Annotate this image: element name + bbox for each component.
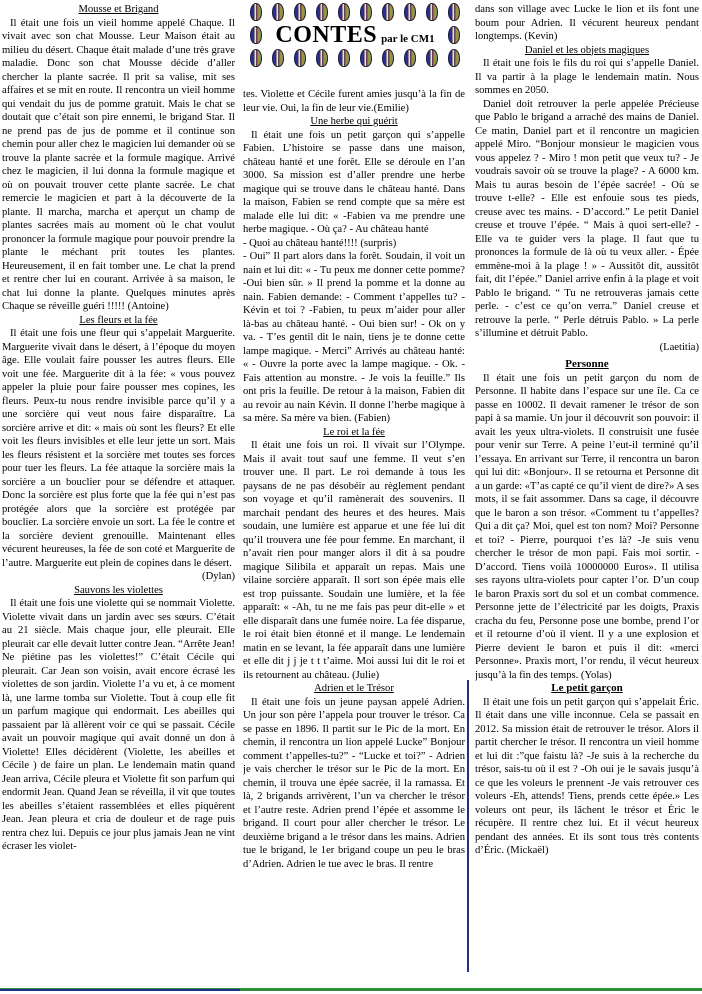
- balloon-icon: [426, 3, 438, 21]
- story-text-le-petit-garcon: Il était une fois un petit garçon qui s’appelait Éric. Il était dans une ville inconnue. Cela se passait en 2012. Sa mission était de retrouver le trésor. Alors il partit chercher le trésor. Il rencontra un vieil homme et lui dit :”que faistu là? -Je suis à la recherche du trésor, sais-tu où il est ? -Oh oui je le savais jusqu’à ce que les voleurs le prennent -Je vais retrouver ces voleurs -Eh, attends! Tiens, prends cette épée.» Les voleurs ont peur, ils lâchent le trésor et Éric le récupère. Il rentre chez lui. Et il vécut heureux pendant des années. Et ils sont tous très contents d’Éric. (Mickaël): [475, 696, 699, 856]
- story-title-le-roi-et-la-fee: Le roi et la fée: [323, 426, 385, 438]
- story-author-dylan: (Dylan): [202, 571, 235, 582]
- story-text-personne: Il était une fois un petit garçon du nom de Personne. Il habite dans l’espace sur une île. Ca ce passe en 10002. Il devait ramener le trésor de son papi à sa mamie. Un jour il découvrit son pouvoir: il avait les yeux ultra-violets. Il construisit une fusée pour venir sur Terre. A peine l’eut-il terminé qu’il l’essaya. En arrivant sur Terre, il rencontra un baron qui lui dit: «Bonjour». Il se retourna et Personne dit a un garde: «T’as capté ce qu’il vient de dire?» A ses mots, il se fait assommer. Dans sa cage, il découvre que le baron a son trésor. «Comment tu t’appelles? Qui a dit ça? Moi, quel est ton nom? Moi? Personne et toi? - Pierre, pourquoi t’es là? -Je suis venu chercher le trésor de mon papi. Fais moi sortir. - D’accord. Tiens voilà 10000000 Euros». Il utilisa ses rayons ultra-violets pour capter l’or. D’un coup le baron Praxis sort du sol et un combat commence. Personne jette de l’électricité par les doigts, Praxis cracha du feu, Personne pose une bombe, prend l’or et il retourne d’où il vient. Il y a une explosion et Pierre devient le baron et puis il dit: «merci Personne». Praxis mort, l’or rendu, il vécut heureux jusqu’à la fin des temps. (Yolas): [475, 372, 699, 681]
- column-2: [243, 88, 465, 992]
- story-title-les-fleurs-et-la-fee: Les fleurs et la fée: [79, 314, 158, 326]
- story-title-une-herbe-qui-guerit: Une herbe qui guérit: [310, 116, 398, 127]
- balloon-icon: [382, 3, 394, 21]
- story-title-sauvons-les-violettes: Sauvons les violettes: [74, 584, 163, 596]
- balloon-row-top: [244, 3, 466, 21]
- balloon-icon: [426, 49, 438, 67]
- story-text-adrien-continued: dans son village avec Lucke le lion et ils font une boum pour Adrien. Il vécurent heureux pendant longtemps. (Kevin): [475, 4, 699, 42]
- masthead-title-row: [244, 21, 466, 49]
- story-text-mousse-et-brigand: Il était une fois un vieil homme appelé Chaque. Il vivait avec son chat Mousse. Leur Maison était au milieu du désert. Chaque était malade d’une très grave maladie. Donc son chat Mousse décide d’aller chercher la plante sacrée. Il prit sa valise, mit ses affaires et se mit en route. Il rencontra un vieil homme qui vendait du jus de pomme gratuit. Mais le chat se doutait que c’était son pire ennemi, le brigand Star. Il ne prend pas de jus de pomme et il continue son chemin pour aller chez le magicien lui demander où se trouve la plante sacrée et la formule magique. Arrivé chez le magicien, il lui donna la formule magique et où on pouvait trouver cette plante sacrée. Le chat remercie le magicien et part à la découverte de la plante. Il marcha, marcha et aperçut un champ de plantes sacrées mais au moment où le chat voulut prononcer la formule magique pour pouvoir prendre la plante le méchant prit toutes les plantes. Heureusement, il en fait tomber une. Le chat la prend et rentre cher lui en courant. Arrivée à sa maison, le chat lui donne la plante. Quelques minutes après Chaque se réveille guéri !!!!! (Antoine): [2, 17, 235, 312]
- balloon-icon: [294, 49, 306, 67]
- balloon-icon: [448, 26, 460, 44]
- column-divider: [467, 680, 469, 972]
- balloon-icon: [360, 3, 372, 21]
- story-text-adrien-et-le-tresor: Il était une fois un jeune paysan appelé Adrien. Un jour son père l’appela pour trouver le trésor. Ca se passe en 1896. Il partit sur le Pic de la mort. En chemin, il rencontra un lion appelé Lucke” Bonjour comment t’appelles-tu?” - “Lucke et toi?” - Adrien je vais chercher le trésor sur le Pic de la mort. En chemin, il trouva une épée sacrée, il la ramassa. Et là, 2 brigands arrivèrent, l’un va chercher le trésor et l’autre reste. Adrien prend l’épée et assomme le brigand. Il court pour aller chercher le trésor. Le deuxième brigand a le trésor dans les mains. Adrien tue le brigand, le 1er brigand coupe un peu le bras d’Adrien. Adrien le tue avec le bras. Il rentre: [243, 696, 465, 870]
- balloon-icon: [316, 49, 328, 67]
- story-text-violettes-continued: tes. Violette et Cécile furent amies jusqu’à la fin de leur vie. Oui, la fin de leur vie.(Emilie): [243, 89, 465, 114]
- masthead-subtitle: par le CM1: [381, 32, 435, 45]
- story-title-daniel-et-les-objets-magiques: Daniel et les objets magiques: [524, 44, 650, 56]
- balloon-icon: [338, 49, 350, 67]
- story-title-personne: Personne: [565, 358, 609, 370]
- story-author-laetitia: (Laetitia): [659, 341, 699, 353]
- story-text-les-fleurs-et-la-fee: Il était une fois une fleur qui s’appelait Marguerite. Marguerite vivait dans le désert, à l’époque du moyen âge. Elle voulait faire pousser les autres fleurs. Elle voit une fée. Marguerite dit à la fée: « vous pouvez appeler la pluie pour faire pousser mes copines, les fleurs. Peux-tu nous rendre invisible parce qu’il y a une sorcière qui veut nous faire disparaître. La sorcière arrive et dit: « mais où sont les fleurs? Et elle voit les fleurs invisibles et elle leur jette un sort. Mais les fleurs résistent et la sorcière met toutes ses forces pour tuer les fleurs. La fée attaque la sorcière mais la sorcière a un bouclier pour se défendre et attaquer. Donc la sorcière est plus forte que la fée qui n’est pas protégée alors que la sorcière est protégée par bouclier. La sorcière envoie un sort. La fée le contre et la sorcière devient grenouille. Maintenant elles vécurent heureuses, la fée de son coté et Marguerite de l’autre. Marguerite eut plein de copines dans le désert.: [2, 328, 235, 569]
- balloon-icon: [382, 49, 394, 67]
- story-text-sauvons-les-violettes: Il était une fois une violette qui se nommait Violette. Violette vivait dans un jardin avec ses sœurs. C’était au 21 siècle. Mais chaque jour, elle pleurait. Elle pleurait car elle devait lutter contre Jean. “Arrête Jean! Ne piétine pas les violettes!” C’était Cécile qui pleurait. Car Jean son voisin, avait encore écrasé les violettes de son jardin. Violette l’a vu et, à ce moment là, une larme tomba sur Violette. Tout à coup elle fit un parfum magique qui endormait. Les abeilles qui passaient par là allèrent voir ce qui se passait. Cécile avait un pouvoir magique qui avait donné un don à Violette! Elles décidèrent (Violette, les abeilles et Cécile ) de faire un plan. Le lendemain matin quand Jean arriva, Cécile pleura et Violette fit son parfum qui endormit Jean. Quand Jean se réveilla, il vit que toutes les abeilles s’étaient rassemblées et elles piquèrent Jean. Jean pleura et cria de douleur et de rage puis rentra chez lui. Depuis ce jour plus jamais Jean ne vint écraser les violet-: [2, 598, 235, 852]
- story-text-le-roi-et-la-fee: Il était une fois un roi. Il vivait sur l’Olympe. Mais il avait tout sauf une femme. Il veut s’en trouver une. Il part. Le roi demande à tous les paysans de ne pas désobéir au règlement pendant son voyage et qu’il ramènerait des souvenirs. Il marchait pendant des heures et des heures. Mais soudain, une lumière est apparue et une fée lui dit qu’il trouvera une fée pour femme. En marchant, il n’avait rien pour manger alors il dit à sa poudre magique Silibila et apparaît un repas. Mais une vilaine sorcière apparaît. Il sort son épée mais elle est trop puissante. Soudain une lumière, et la fée apparaît: « -Ah, tu ne me fais pas peur dit-elle » et elle disparaît dans une fumée noire. La fée disparue, le roi était bien étonné et il mange. Le lendemain matin en se levant, la fée apparaît dans une lumière et elle dit j j je t t t’aime. Moi aussi lui dit le roi et ils retournent au château. (Julie): [243, 440, 465, 681]
- balloon-icon: [250, 3, 262, 21]
- balloon-icon: [272, 49, 284, 67]
- masthead-title: CONTES: [275, 21, 378, 48]
- column-3: [475, 3, 699, 993]
- balloon-icon: [272, 3, 284, 21]
- story-text-une-herbe-qui-guerit-cont: - Oui” Il part alors dans la forêt. Soudain, il voit un nain et lui dit: « - Tu peux me donner cette pomme? -Oui bien sûr. » Il prend la pomme et la donne au nain. Fabien demande: - Comment t’appelles tu? - Kévin et toi ? -Fabien, tu peux m’aider pour aller là-bas au château hanté. - Oui bien sur! - Ok on y va. - T’es gentil dit le nain, tiens je te donne cette lampe magique. - Merci” Arrivés au château hanté: « - Ouvre la porte avec la lampe magique. - Ok. - Fais attention au monstre. - Je vois la feuille.” Ils ont pris la feuille. De retour à la maison, Fabien dit au revoir au nain Kévin. Il donne l’herbe magique à sa mère. Sa mère va bien. (Fabien): [243, 251, 465, 424]
- masthead-title-block: [275, 22, 434, 49]
- balloon-icon: [316, 3, 328, 21]
- masthead: [244, 3, 466, 85]
- balloon-icon: [448, 3, 460, 21]
- bottom-rule-left: [0, 989, 240, 991]
- balloon-row-bottom: [244, 49, 466, 67]
- balloon-icon: [250, 26, 262, 44]
- balloon-icon: [250, 49, 262, 67]
- story-text-daniel-intro: Il était une fois le fils du roi qui s’appelle Daniel. Il va partir à la plage le lendemain matin. Nous sommes en 2050.: [475, 58, 699, 96]
- balloon-icon: [404, 3, 416, 21]
- balloon-icon: [404, 49, 416, 67]
- story-title-adrien-et-le-tresor: Adrien et le Trésor: [314, 683, 394, 694]
- story-title-mousse-et-brigand: Mousse et Brigand: [78, 4, 159, 15]
- story-text-daniel-et-les-objets-magiques: Daniel doit retrouver la perle appelée Précieuse que Pablo le brigand a arraché des mains de Daniel. Ce matin, Daniel part et il rencontre un magicien appelé Miro. “Bonjour monsieur le magicien vous vous appelez ? - Miro ! mon petit que veux tu? - Je voudrais savoir où se trouve la plage? - A 6000 km. Mais tu auras besoin de l’épée sacrée! - Où se trouve t-elle? - Elle est enfouie sous tes pieds, creuse avec tes mains. - D’accord.” Le petit Daniel creuse et trouve l’épée. “ Mais à quoi sert-elle? - Elle va te guider vers la plage. Il faut que tu prononces la formule de là où tu veux aller. - Épée emmène-moi à la plage ! » - Aussitôt dit, aussitôt fait, dit l’épée.” Daniel arrive enfin à la plage et voit Pablo le brigand. “ Tu ne retrouveras jamais cette perle. - c’est ce qu’on verra.” Daniel creuse et retrouve la perle. “ Perle détruis Pablo. » La perle s’illumine et détruit Pablo.: [475, 98, 699, 339]
- story-text-une-herbe-qui-guerit: Il était une fois un petit garçon qui s’appelle Fabien. L’histoire se passe dans une maison, château hanté et une forêt. Elle se déroule en l’an 3000. Sa mission est d’aller prendre une herbe magique qui se trouve dans le château hanté. Dans la maison, Fabien se rend compte que sa mère est malade elle lui dit: « -Fabien va me prendre une herbe magique. - Où ça? - Au château hanté: [243, 129, 465, 235]
- story-title-le-petit-garcon: Le petit garçon: [551, 682, 623, 694]
- story-text-une-herbe-qui-guerit-line: - Quoi au château hanté!!!! (surpris): [243, 237, 397, 249]
- balloon-icon: [294, 3, 306, 21]
- balloon-icon: [338, 3, 350, 21]
- column-1: [2, 3, 235, 993]
- balloon-icon: [448, 49, 460, 67]
- balloon-icon: [360, 49, 372, 67]
